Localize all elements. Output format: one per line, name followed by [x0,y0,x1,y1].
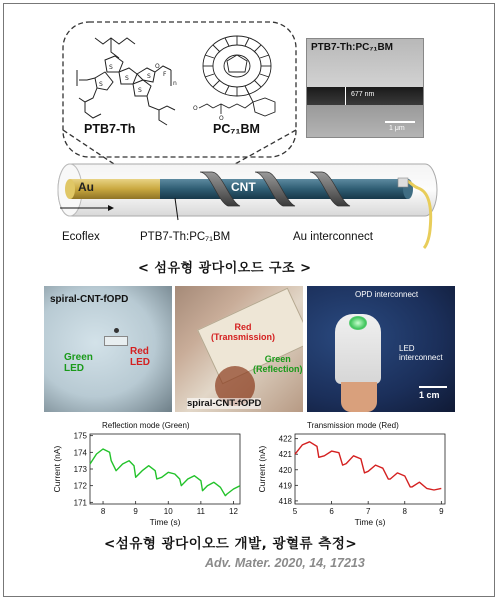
x-tick-label: 11 [196,507,206,516]
green-reflection-label: Green (Reflection) [253,354,303,374]
y-tick-label: 175 [73,431,87,441]
label-cnt: CNT [231,180,256,194]
y-tick-label: 419 [278,481,292,491]
sem-image [306,38,424,138]
plot-frame [90,434,240,504]
svg-text:n: n [173,80,177,87]
red-transmission-label: Red (Transmission) [211,322,276,342]
y-tick-label: 422 [278,434,292,444]
sem-title: PTB7-Th:PC₇₁BM [311,42,394,53]
svg-text:S: S [125,75,129,82]
series-line [90,449,240,496]
y-tick-label: 420 [278,465,292,475]
x-tick-label: 10 [163,507,173,516]
svg-text:S: S [138,87,142,94]
thickness-arrow [345,87,346,105]
photo-device-on-fabric [44,286,172,412]
x-tick-label: 8 [402,507,407,516]
structure-caption: < 섬유형 광다이오드 구조 > [138,261,312,276]
x-tick-label: 6 [329,507,334,516]
svg-text:O: O [193,105,198,112]
ptb7-th-structure [75,30,180,130]
x-tick-label: 7 [365,507,371,516]
photo-finger-wrap [175,286,303,412]
y-tick-label: 171 [73,498,87,508]
x-tick-label: 8 [100,507,106,516]
sem-scale-label: 1 μm [389,125,405,132]
chart-reflection-green [50,418,250,530]
red-led-label: Red LED [130,346,150,368]
series-line [295,442,441,490]
chart-title: Reflection mode (Green) [102,421,190,430]
svg-text:O: O [155,63,160,70]
bottom-caption: <섬유형 광다이오드 개발, 광혈류 측정> [104,536,358,552]
svg-text:O: O [219,115,224,122]
photo-finger-sleeve [307,286,455,412]
x-tick-label: 12 [229,507,238,516]
y-tick-label: 421 [278,450,292,460]
green-led-label: Green LED [64,352,93,374]
pc71bm-label: PC₇₁BM [213,122,260,136]
led-interconnect-label: LED interconnect [399,344,443,362]
ptb7-th-label: PTB7-Th [84,122,136,136]
x-tick-label: 9 [133,507,138,516]
x-axis-label: Time (s) [149,517,181,527]
y-axis-label: Current (nA) [257,445,267,493]
svg-text:S: S [147,73,151,80]
device-label-2: spiral-CNT-fOPD [187,398,262,409]
y-tick-label: 174 [73,448,87,458]
chart-title: Transmission mode (Red) [307,421,399,430]
opd-interconnect-label: OPD interconnect [355,290,419,299]
label-ecoflex: Ecoflex [62,231,100,243]
pc71bm-structure [185,28,290,128]
label-au: Au [78,180,94,194]
x-tick-label: 9 [439,507,444,516]
photo-scale-label: 1 cm [419,390,440,400]
svg-text:S: S [99,81,103,88]
y-axis-label: Current (nA) [52,445,62,493]
svg-text:S: S [109,64,113,71]
citation: Adv. Mater. 2020, 14, 17213 [205,556,365,570]
structure-panel [0,0,498,280]
device-label: spiral-CNT-fOPD [50,294,129,305]
x-axis-label: Time (s) [354,517,386,527]
x-tick-label: 5 [292,507,298,516]
photo-scale-bar [419,386,447,388]
y-tick-label: 172 [73,481,87,491]
label-au-interconnect: Au interconnect [293,231,373,243]
y-tick-label: 418 [278,496,292,506]
chart-transmission-red [255,418,455,530]
label-active-layer: PTB7-Th:PC₇₁BM [140,231,231,243]
y-tick-label: 173 [73,465,87,474]
sem-thickness-label: 677 nm [351,91,375,98]
svg-text:F: F [163,71,167,78]
sem-scale-bar [385,121,415,123]
